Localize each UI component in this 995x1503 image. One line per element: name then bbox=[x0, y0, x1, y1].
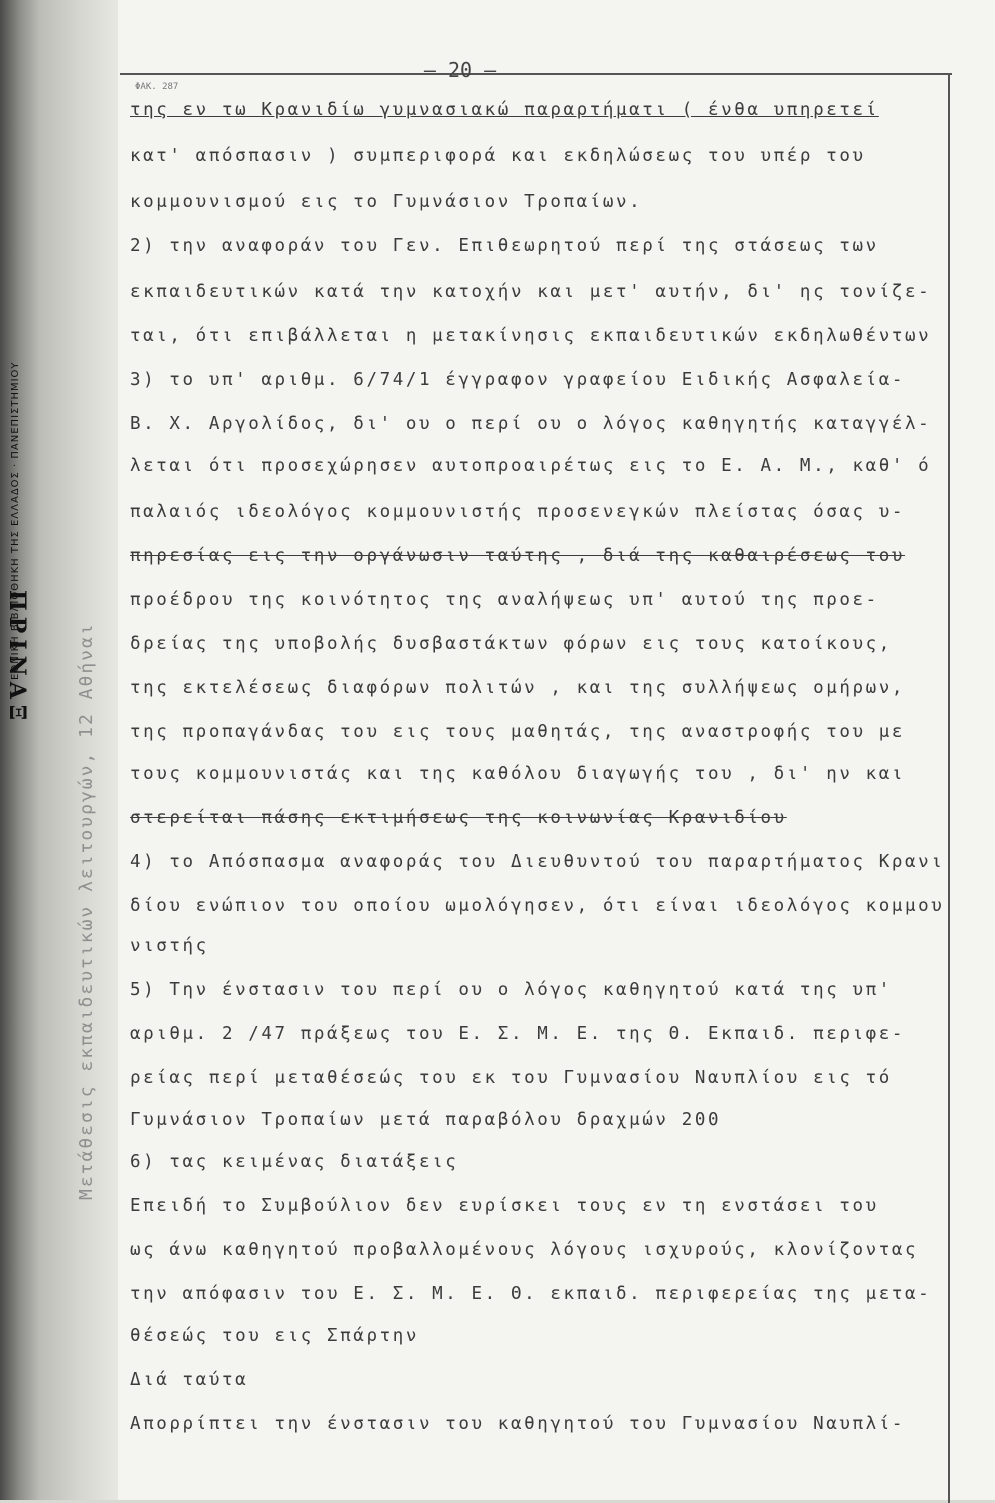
margin-stamp: Μετάθεσις εκπαιδευτικών λειτουργών, 12 Αθήναι bbox=[76, 622, 97, 1200]
text-line: Επειδή το Συμβούλιον δεν ευρίσκει τους εν τη ενστάσει του bbox=[130, 1196, 879, 1216]
text-line: προέδρου της κοινότητος της αναλήψεως υπ' αυτού της προε- bbox=[130, 590, 879, 610]
text-line: πηρεσίας εις την οργάνωσιν ταύτης , διά της καθαιρέσεως του bbox=[130, 546, 906, 566]
text-line: Διά ταύτα bbox=[130, 1370, 249, 1390]
page-number: — 20 — bbox=[423, 58, 497, 82]
text-line: εκπαιδευτικών κατά την κατοχήν και μετ' αυτήν, δι' ης τονίζε- bbox=[130, 282, 932, 302]
text-line: νιστής bbox=[130, 936, 209, 956]
text-line: της εκτελέσεως διαφόρων πολιτών , και της συλλήψεως ομήρων, bbox=[130, 678, 906, 698]
text-line: ρείας περί μεταθέσεώς του εκ του Γυμνασίου Ναυπλίου εις τό bbox=[130, 1068, 892, 1088]
text-line: της εν τω Κρανιδίω γυμνασιακώ παραρτήματι ( ένθα υπηρετεί bbox=[130, 100, 879, 120]
text-line: ται, ότι επιβάλλεται η μετακίνησις εκπαιδευτικών εκδηλωθέντων bbox=[130, 326, 932, 346]
text-line: ως άνω καθηγητού προβαλλομένους λόγους ισχυρούς, κλονίζοντας bbox=[130, 1240, 919, 1260]
text-line: 5) Την ένστασιν του περί ου ο λόγος καθηγητού κατά της υπ' bbox=[130, 980, 892, 1000]
text-line: 2) την αναφοράν του Γεν. Επιθεωρητού περί της στάσεως των bbox=[130, 236, 879, 256]
text-line: δρείας της υποβολής δυσβαστάκτων φόρων εις τους κατοίκους, bbox=[130, 634, 892, 654]
margin-reference: ΦΑΚ. 287 bbox=[135, 82, 179, 92]
text-line: κατ' απόσπασιν ) συμπεριφορά και εκδηλώσεως του υπέρ του bbox=[130, 146, 866, 166]
text-line: κομμουνισμού εις το Γυμνάσιον Τροπαίων. bbox=[130, 192, 643, 212]
text-line: Απορρίπτει την ένστασιν του καθηγητού του Γυμνασίου Ναυπλί- bbox=[130, 1414, 906, 1434]
text-line: τους κομμουνιστάς και της καθόλου διαγωγής του , δι' ην και bbox=[130, 764, 906, 784]
text-line: δίου ενώπιον του οποίου ωμολόγησεν, ότι είναι ιδεολόγος κομμου bbox=[130, 896, 945, 916]
text-line: Γυμνάσιον Τροπαίων μετά παραβόλου δραχμών 200 bbox=[130, 1110, 722, 1130]
text-line: 4) το Απόσπασμα αναφοράς του Διευθυντού του παραρτήματος Κρανι bbox=[130, 852, 945, 872]
text-line: 6) τας κειμένας διατάξεις bbox=[130, 1152, 459, 1172]
text-line: στερείται πάσης εκτιμήσεως της κοινωνίας Κρανιδίου bbox=[130, 808, 787, 828]
text-line: θέσεώς του εις Σπάρτην bbox=[130, 1326, 419, 1346]
text-line: Β. Χ. Αργολίδος, δι' ου ο περί ου ο λόγος καθηγητής καταγγέλ- bbox=[130, 414, 932, 434]
text-line: παλαιός ιδεολόγος κομμουνιστής προσενεγκών πλείστας όσας υ- bbox=[130, 502, 906, 522]
text-line: την απόφασιν του Ε. Σ. Μ. Ε. Θ. εκπαιδ. περιφερείας της μετα- bbox=[130, 1284, 932, 1304]
text-line: αριθμ. 2 /47 πράξεως του Ε. Σ. Μ. Ε. της Θ. Εκπαιδ. περιφε- bbox=[130, 1024, 906, 1044]
spine-capitals: ΠΡΙΝΑΞ bbox=[4, 590, 30, 727]
text-line: 3) το υπ' αριθμ. 6/74/1 έγγραφον γραφείου Ειδικής Ασφαλεία- bbox=[130, 370, 906, 390]
spine-label: ΕΘΝΙΚΗ ΒΙΒΛΙΟΘΗΚΗ ΤΗΣ ΕΛΛΑΔΟΣ · ΠΑΝΕΠΙΣΤΗΜΙΟΥ bbox=[10, 361, 21, 680]
text-line: της προπαγάνδας του εις τους μαθητάς, της αναστροφής του με bbox=[130, 722, 906, 742]
text-line: λεται ότι προσεχώρησεν αυτοπροαιρέτως εις το Ε. Α. Μ., καθ' ό bbox=[130, 456, 932, 476]
